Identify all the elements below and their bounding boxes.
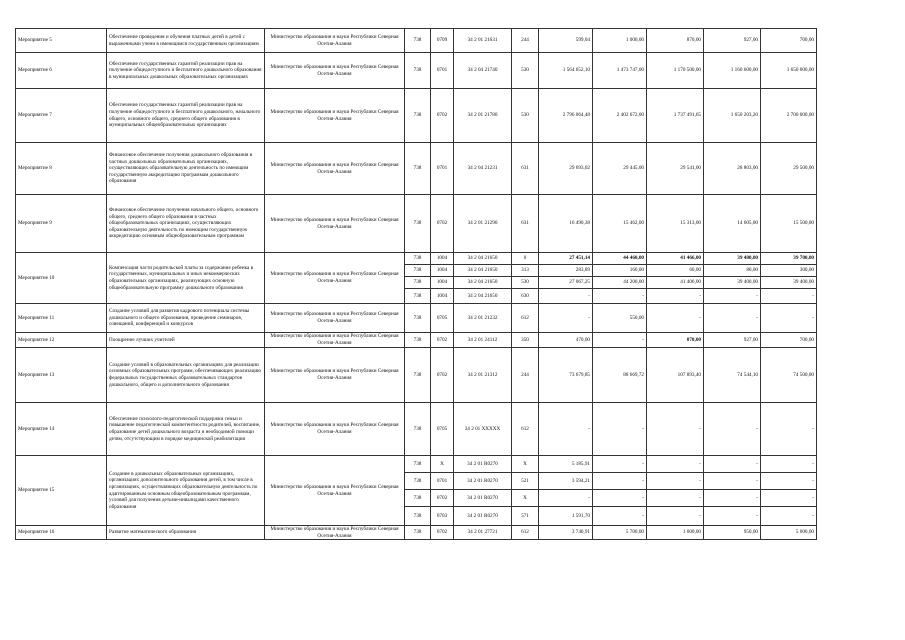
value-2018-cell: - bbox=[761, 473, 817, 490]
section-cell: 1004 bbox=[431, 265, 454, 277]
value-2016-cell: 870,00 bbox=[647, 333, 704, 348]
table-row bbox=[16, 195, 817, 253]
table-row bbox=[16, 333, 817, 348]
table-row bbox=[16, 89, 817, 143]
expense-type-cell: 612 bbox=[512, 403, 539, 456]
grbs-cell: 738 bbox=[405, 143, 431, 195]
value-2015-cell: - bbox=[593, 289, 647, 304]
value-2015-cell: - bbox=[593, 473, 647, 490]
expense-type-cell: 571 bbox=[512, 507, 539, 526]
table-row bbox=[16, 253, 817, 265]
value-2017-cell: 1 650 203,20 bbox=[704, 89, 761, 143]
grbs-cell: 738 bbox=[405, 277, 431, 289]
grbs-cell: 738 bbox=[405, 490, 431, 507]
value-2016-cell: 41 406,00 bbox=[647, 277, 704, 289]
value-2016-cell: - bbox=[647, 490, 704, 507]
event-name-cell: Мероприятие 6 bbox=[16, 53, 107, 89]
value-2016-cell: - bbox=[647, 289, 704, 304]
value-2016-cell: 1 170 500,00 bbox=[647, 53, 704, 89]
expense-type-cell: 521 bbox=[512, 473, 539, 490]
event-description-cell: Финансовое обеспечение получения начального общего, основного общего, среднего общего образования в частных общеобразовательных организациях, осуществляющих образовательную деятельность по имеющим государственную аккредитацию основным общеобразовательным программам bbox=[107, 195, 265, 253]
value-2016-cell: - bbox=[647, 507, 704, 526]
value-2018-cell: 1 650 000,00 bbox=[761, 53, 817, 89]
value-2016-cell: 15 313,00 bbox=[647, 195, 704, 253]
grbs-cell: 738 bbox=[405, 304, 431, 333]
event-description-cell: Обеспечение проведения и обучения платных детей в детей с выраженными учени в имеющимся государственным организациям bbox=[107, 29, 265, 53]
value-2015-cell: 160,00 bbox=[593, 265, 647, 277]
value-2014-cell: 27 451,14 bbox=[539, 253, 593, 265]
executor-cell: Министерство образования и науки Республики Северная Осетия-Алания bbox=[265, 89, 405, 143]
value-2014-cell: 5 185,91 bbox=[539, 456, 593, 473]
value-2017-cell: - bbox=[704, 289, 761, 304]
section-cell: 0701 bbox=[431, 53, 454, 89]
event-name-cell: Мероприятие 5 bbox=[16, 29, 107, 53]
value-2018-cell: 2 700 000,00 bbox=[761, 89, 817, 143]
expense-type-cell: 0 bbox=[512, 253, 539, 265]
value-2017-cell: - bbox=[704, 507, 761, 526]
value-2018-cell: - bbox=[761, 490, 817, 507]
section-cell: 0709 bbox=[431, 29, 454, 53]
executor-cell: Министерство образования и науки Республики Северная Осетия-Алания bbox=[265, 304, 405, 333]
value-2014-cell: - bbox=[539, 289, 593, 304]
target-item-cell: 34 2 01 XXXXX bbox=[454, 403, 512, 456]
value-2017-cell: 74 544,10 bbox=[704, 348, 761, 403]
expense-type-cell: 530 bbox=[512, 89, 539, 143]
executor-cell: Министерство образования и науки Республики Северная Осетия-Алания bbox=[265, 348, 405, 403]
value-2014-cell: 599,04 bbox=[539, 29, 593, 53]
value-2015-cell: 2 402 672,00 bbox=[593, 89, 647, 143]
value-2018-cell: 74 500,00 bbox=[761, 348, 817, 403]
event-description-cell: Создание условий для развития кадрового потенциала системы дошкольного и общего образования, проведение семинаров, совещаний, конференций и конкурсов bbox=[107, 304, 265, 333]
value-2018-cell: 29 500,00 bbox=[761, 143, 817, 195]
executor-cell: Министерство образования и науки Республики Северная Осетия-Алания bbox=[265, 526, 405, 540]
value-2015-cell: 29 445,00 bbox=[593, 143, 647, 195]
target-item-cell: 34 2 01 21290 bbox=[454, 195, 512, 253]
value-2014-cell: 3 740,91 bbox=[539, 526, 593, 540]
value-2015-cell: - bbox=[593, 490, 647, 507]
target-item-cell: 34 2 01 21312 bbox=[454, 348, 512, 403]
value-2015-cell: 44 200,00 bbox=[593, 277, 647, 289]
table-row bbox=[16, 29, 817, 53]
value-2015-cell: 5 700,00 bbox=[593, 526, 647, 540]
section-cell: 0702 bbox=[431, 89, 454, 143]
grbs-cell: 738 bbox=[405, 195, 431, 253]
grbs-cell: 738 bbox=[405, 29, 431, 53]
value-2018-cell: 15 500,00 bbox=[761, 195, 817, 253]
target-item-cell: 34 2 01 R0270 bbox=[454, 473, 512, 490]
table-row bbox=[16, 403, 817, 456]
event-description-cell: Создание условий в образовательных организациях для реализации основных образовательных программ, обеспечивающих реализацию федеральных государственных образовательных стандартов дошкольного, общего и дополнительного образования bbox=[107, 348, 265, 403]
value-2014-cell: 27 067,25 bbox=[539, 277, 593, 289]
expense-type-cell: 631 bbox=[512, 195, 539, 253]
value-2014-cell: 1 591,70 bbox=[539, 507, 593, 526]
value-2017-cell: 1 160 600,00 bbox=[704, 53, 761, 89]
value-2016-cell: - bbox=[647, 403, 704, 456]
expense-type-cell: 631 bbox=[512, 143, 539, 195]
event-name-cell: Мероприятие 15 bbox=[16, 456, 107, 526]
value-2017-cell: - bbox=[704, 473, 761, 490]
value-2017-cell: - bbox=[704, 304, 761, 333]
event-name-cell: Мероприятие 7 bbox=[16, 89, 107, 143]
grbs-cell: 738 bbox=[405, 348, 431, 403]
section-cell: 0702 bbox=[431, 333, 454, 348]
section-cell: 0705 bbox=[431, 304, 454, 333]
value-2018-cell: - bbox=[761, 403, 817, 456]
value-2018-cell: - bbox=[761, 304, 817, 333]
target-item-cell: 34 2 04 21650 bbox=[454, 277, 512, 289]
value-2016-cell: 29 541,00 bbox=[647, 143, 704, 195]
value-2016-cell: 870,00 bbox=[647, 29, 704, 53]
event-name-cell: Мероприятие 10 bbox=[16, 253, 107, 304]
event-description-cell: Создание в дошкольных образовательных организациях, организациях дополнительного образования детей, в том числе в организациях, осуществляющих образовательную деятельность по адаптированным основным общеобразовательным программам, условий для получения детьми-инвалидами качественного образования bbox=[107, 456, 265, 526]
value-2017-cell: 39 400,00 bbox=[704, 277, 761, 289]
section-cell: 1004 bbox=[431, 289, 454, 304]
section-cell: 1004 bbox=[431, 253, 454, 265]
event-name-cell: Мероприятие 9 bbox=[16, 195, 107, 253]
executor-cell: Министерство образования и науки Республики Северная Осетия-Алания bbox=[265, 53, 405, 89]
expense-type-cell: 630 bbox=[512, 289, 539, 304]
target-item-cell: 34 2 01 21232 bbox=[454, 304, 512, 333]
value-2016-cell: - bbox=[647, 456, 704, 473]
value-2015-cell: - bbox=[593, 456, 647, 473]
value-2017-cell: 950,00 bbox=[704, 526, 761, 540]
target-item-cell: 34 2 04 21740 bbox=[454, 53, 512, 89]
event-description-cell: Обеспечение государственных гарантий реализации прав на получение общедоступного и бесплатного дошкольного, начального общего, основного общего, среднего общего образования в муниципальных общеобразовательных организациях bbox=[107, 89, 265, 143]
expense-type-cell: X bbox=[512, 490, 539, 507]
section-cell: X bbox=[431, 456, 454, 473]
value-2015-cell: - bbox=[593, 403, 647, 456]
value-2014-cell: - bbox=[539, 304, 593, 333]
event-name-cell: Мероприятие 11 bbox=[16, 304, 107, 333]
grbs-cell: 738 bbox=[405, 456, 431, 473]
value-2018-cell: - bbox=[761, 289, 817, 304]
value-2014-cell: 1 564 652,10 bbox=[539, 53, 593, 89]
value-2016-cell: 41 466,00 bbox=[647, 253, 704, 265]
target-item-cell: 34 2 04 21231 bbox=[454, 143, 512, 195]
target-item-cell: 34 2 01 24112 bbox=[454, 333, 512, 348]
executor-cell: Министерство образования и науки Республики Северная Осетия-Алания bbox=[265, 29, 405, 53]
value-2015-cell: - bbox=[593, 333, 647, 348]
event-name-cell: Мероприятие 8 bbox=[16, 143, 107, 195]
event-description-cell: Компенсация части родительской платы за содержание ребенка в государственных, муниципальных и иных некоммерческих образовательных организациях, реализующих основную общеобразовательную программу дошкольного образования bbox=[107, 253, 265, 304]
section-cell: 1004 bbox=[431, 277, 454, 289]
budget-table-page bbox=[15, 28, 816, 540]
value-2015-cell: 88 669,72 bbox=[593, 348, 647, 403]
section-cell: 0702 bbox=[431, 526, 454, 540]
value-2017-cell: - bbox=[704, 490, 761, 507]
event-description-cell: Финансовое обеспечение получения дошкольного образования в частных дошкольных образовательных организациях, осуществляющих образовательную деятельность по имеющим государственную аккредитацию программам дошкольного образования bbox=[107, 143, 265, 195]
target-item-cell: 34 2 01 27721 bbox=[454, 526, 512, 540]
event-name-cell: Мероприятие 16 bbox=[16, 526, 107, 540]
value-2014-cell: 73 679,85 bbox=[539, 348, 593, 403]
value-2017-cell: 927,00 bbox=[704, 29, 761, 53]
grbs-cell: 738 bbox=[405, 265, 431, 277]
grbs-cell: 738 bbox=[405, 473, 431, 490]
target-item-cell: 34 2 01 21780 bbox=[454, 89, 512, 143]
value-2014-cell: 2 796 064,48 bbox=[539, 89, 593, 143]
expense-type-cell: 244 bbox=[512, 348, 539, 403]
value-2014-cell: 3 594,21 bbox=[539, 473, 593, 490]
value-2014-cell: 283,89 bbox=[539, 265, 593, 277]
expense-type-cell: 612 bbox=[512, 526, 539, 540]
value-2014-cell: - bbox=[539, 490, 593, 507]
section-cell: 0702 bbox=[431, 490, 454, 507]
table-row bbox=[16, 304, 817, 333]
expense-type-cell: 530 bbox=[512, 53, 539, 89]
section-cell: 0701 bbox=[431, 473, 454, 490]
value-2017-cell: 14 605,00 bbox=[704, 195, 761, 253]
executor-cell: Министерство образования и науки Республики Северная Осетия-Алания bbox=[265, 253, 405, 304]
table-row bbox=[16, 456, 817, 473]
executor-cell: Министерство образования и науки Республики Северная Осетия-Алания bbox=[265, 195, 405, 253]
value-2018-cell: - bbox=[761, 507, 817, 526]
value-2015-cell: 15 462,00 bbox=[593, 195, 647, 253]
event-description-cell: Развитие математического образования bbox=[107, 526, 265, 540]
target-item-cell: 34 2 01 R0270 bbox=[454, 507, 512, 526]
target-item-cell: 34 2 01 R0270 bbox=[454, 490, 512, 507]
value-2016-cell: 1 000,00 bbox=[647, 526, 704, 540]
expense-type-cell: 530 bbox=[512, 277, 539, 289]
value-2018-cell: 39 400,00 bbox=[761, 277, 817, 289]
table-row bbox=[16, 348, 817, 403]
budget-table bbox=[15, 28, 817, 540]
event-name-cell: Мероприятие 12 bbox=[16, 333, 107, 348]
grbs-cell: 738 bbox=[405, 289, 431, 304]
table-row bbox=[16, 526, 817, 540]
expense-type-cell: 244 bbox=[512, 29, 539, 53]
value-2017-cell: 927,00 bbox=[704, 333, 761, 348]
target-item-cell: 34 2 01 R0270 bbox=[454, 456, 512, 473]
value-2015-cell: - bbox=[593, 507, 647, 526]
executor-cell: Министерство образования и науки Республики Северная Осетия-Алания bbox=[265, 333, 405, 348]
value-2018-cell: 300,00 bbox=[761, 265, 817, 277]
section-cell: 0702 bbox=[431, 195, 454, 253]
value-2017-cell: - bbox=[704, 456, 761, 473]
value-2018-cell: 5 000,00 bbox=[761, 526, 817, 540]
section-cell: 0702 bbox=[431, 348, 454, 403]
grbs-cell: 738 bbox=[405, 507, 431, 526]
table-row bbox=[16, 143, 817, 195]
event-description-cell: Обеспечение государственных гарантий реализации прав на получение общедоступного и бесплатного дошкольного образования в муниципальных дошкольных образовательных организациях bbox=[107, 53, 265, 89]
value-2014-cell: 29 693,02 bbox=[539, 143, 593, 195]
target-item-cell: 34 2 04 21650 bbox=[454, 265, 512, 277]
grbs-cell: 738 bbox=[405, 333, 431, 348]
value-2017-cell: 80,00 bbox=[704, 265, 761, 277]
grbs-cell: 738 bbox=[405, 89, 431, 143]
value-2018-cell: - bbox=[761, 456, 817, 473]
value-2014-cell: 470,00 bbox=[539, 333, 593, 348]
section-cell: 0701 bbox=[431, 143, 454, 195]
value-2018-cell: 700,00 bbox=[761, 29, 817, 53]
value-2016-cell: - bbox=[647, 304, 704, 333]
table-row bbox=[16, 53, 817, 89]
executor-cell: Министерство образования и науки Республики Северная Осетия-Алания bbox=[265, 143, 405, 195]
expense-type-cell: 350 bbox=[512, 333, 539, 348]
target-item-cell: 34 2 04 21650 bbox=[454, 253, 512, 265]
value-2014-cell: 16 490,38 bbox=[539, 195, 593, 253]
grbs-cell: 738 bbox=[405, 526, 431, 540]
grbs-cell: 738 bbox=[405, 53, 431, 89]
section-cell: 0705 bbox=[431, 403, 454, 456]
value-2015-cell: 1 000,00 bbox=[593, 29, 647, 53]
event-description-cell: Поощрение лучших учителей bbox=[107, 333, 265, 348]
value-2016-cell: - bbox=[647, 473, 704, 490]
event-name-cell: Мероприятие 14 bbox=[16, 403, 107, 456]
value-2016-cell: 1 737 491,65 bbox=[647, 89, 704, 143]
event-description-cell: Обеспечение психолого-педагогической поддержки семьи и повышение педагогической компетентности родителей, воспитание, образование детей дошкольного возраста и необходимой помощи детям, отсутствующим в порядке медицинской реабилитации bbox=[107, 403, 265, 456]
value-2017-cell: 28 803,00 bbox=[704, 143, 761, 195]
value-2016-cell: 60,00 bbox=[647, 265, 704, 277]
value-2014-cell: - bbox=[539, 403, 593, 456]
value-2016-cell: 107 893,40 bbox=[647, 348, 704, 403]
executor-cell: Министерство образования и науки Республики Северная Осетия-Алания bbox=[265, 456, 405, 526]
section-cell: 0703 bbox=[431, 507, 454, 526]
grbs-cell: 738 bbox=[405, 403, 431, 456]
event-name-cell: Мероприятие 13 bbox=[16, 348, 107, 403]
grbs-cell: 738 bbox=[405, 253, 431, 265]
value-2017-cell: 39 480,00 bbox=[704, 253, 761, 265]
value-2017-cell: - bbox=[704, 403, 761, 456]
expense-type-cell: X bbox=[512, 456, 539, 473]
target-item-cell: 34 2 04 21650 bbox=[454, 289, 512, 304]
value-2015-cell: 44 460,00 bbox=[593, 253, 647, 265]
value-2015-cell: 550,00 bbox=[593, 304, 647, 333]
value-2015-cell: 1 473 747,00 bbox=[593, 53, 647, 89]
expense-type-cell: 612 bbox=[512, 304, 539, 333]
expense-type-cell: 313 bbox=[512, 265, 539, 277]
value-2018-cell: 700,00 bbox=[761, 333, 817, 348]
executor-cell: Министерство образования и науки Республики Северная Осетия-Алания bbox=[265, 403, 405, 456]
value-2018-cell: 39 700,00 bbox=[761, 253, 817, 265]
target-item-cell: 34 2 01 21631 bbox=[454, 29, 512, 53]
